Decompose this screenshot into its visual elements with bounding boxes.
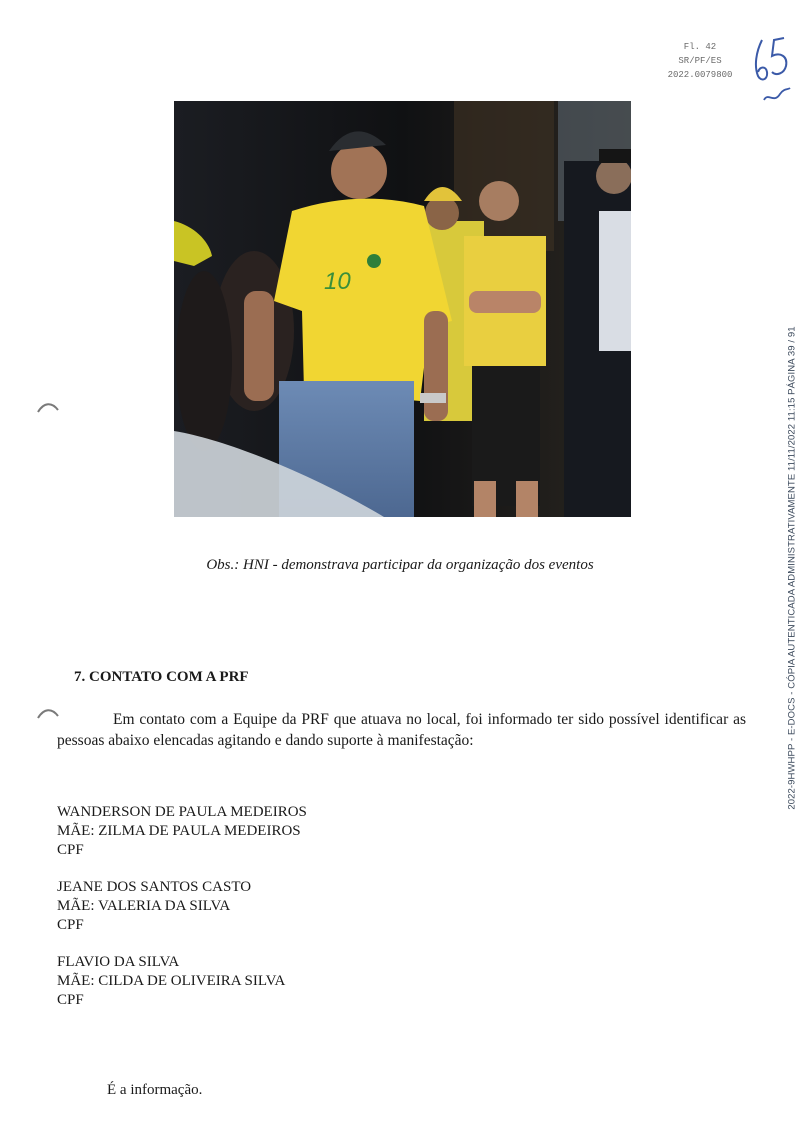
person-cpf: CPF [57, 992, 84, 1008]
person-entry [57, 803, 307, 860]
identified-people-list [57, 803, 307, 1028]
person-cpf: CPF [57, 917, 84, 933]
person-name: FLAVIO DA SILVA [57, 954, 180, 970]
body-paragraph-text: Em contato com a Equipe da PRF que atuava no local, foi informado ter sido possível identificar as pessoas abaixo elencadas agitando e dando suporte à manifestação: [57, 711, 746, 749]
body-paragraph [57, 709, 746, 751]
section-title: 7. CONTATO COM A PRF [74, 669, 249, 685]
stamp-page-number: Fl. 42 [683, 42, 717, 52]
authentication-footer: 2022-9HWHPP - E-DOCS - CÓPIA AUTENTICADA ADMINISTRATIVAMENTE 11/11/2022 11:15 PÁGINA 39 / 91 [786, 326, 798, 810]
person-name: JEANE DOS SANTOS CASTO [57, 879, 252, 895]
person-name: WANDERSON DE PAULA MEDEIROS [57, 804, 307, 820]
stamp-unit: SR/PF/ES [678, 56, 722, 66]
person-cpf: CPF [57, 842, 84, 858]
page-stamp [640, 40, 760, 82]
person-mother: MÃE: CILDA DE OLIVEIRA SILVA [57, 973, 286, 989]
surveillance-photo [174, 101, 631, 517]
person-entry [57, 953, 307, 1010]
stamp-process-number: 2022.0079800 [667, 70, 733, 80]
person-mother: MÃE: VALERIA DA SILVA [57, 898, 231, 914]
closing-statement: É a informação. [107, 1082, 203, 1098]
person-mother: MÃE: ZILMA DE PAULA MEDEIROS [57, 823, 301, 839]
person-entry [57, 878, 307, 935]
handwritten-folio-number [752, 32, 798, 112]
shirt-number: 10 [324, 268, 351, 295]
margin-mark [36, 706, 60, 722]
photo-caption: Obs.: HNI - demonstrava participar da organização dos eventos [206, 557, 594, 573]
margin-mark [36, 400, 60, 416]
